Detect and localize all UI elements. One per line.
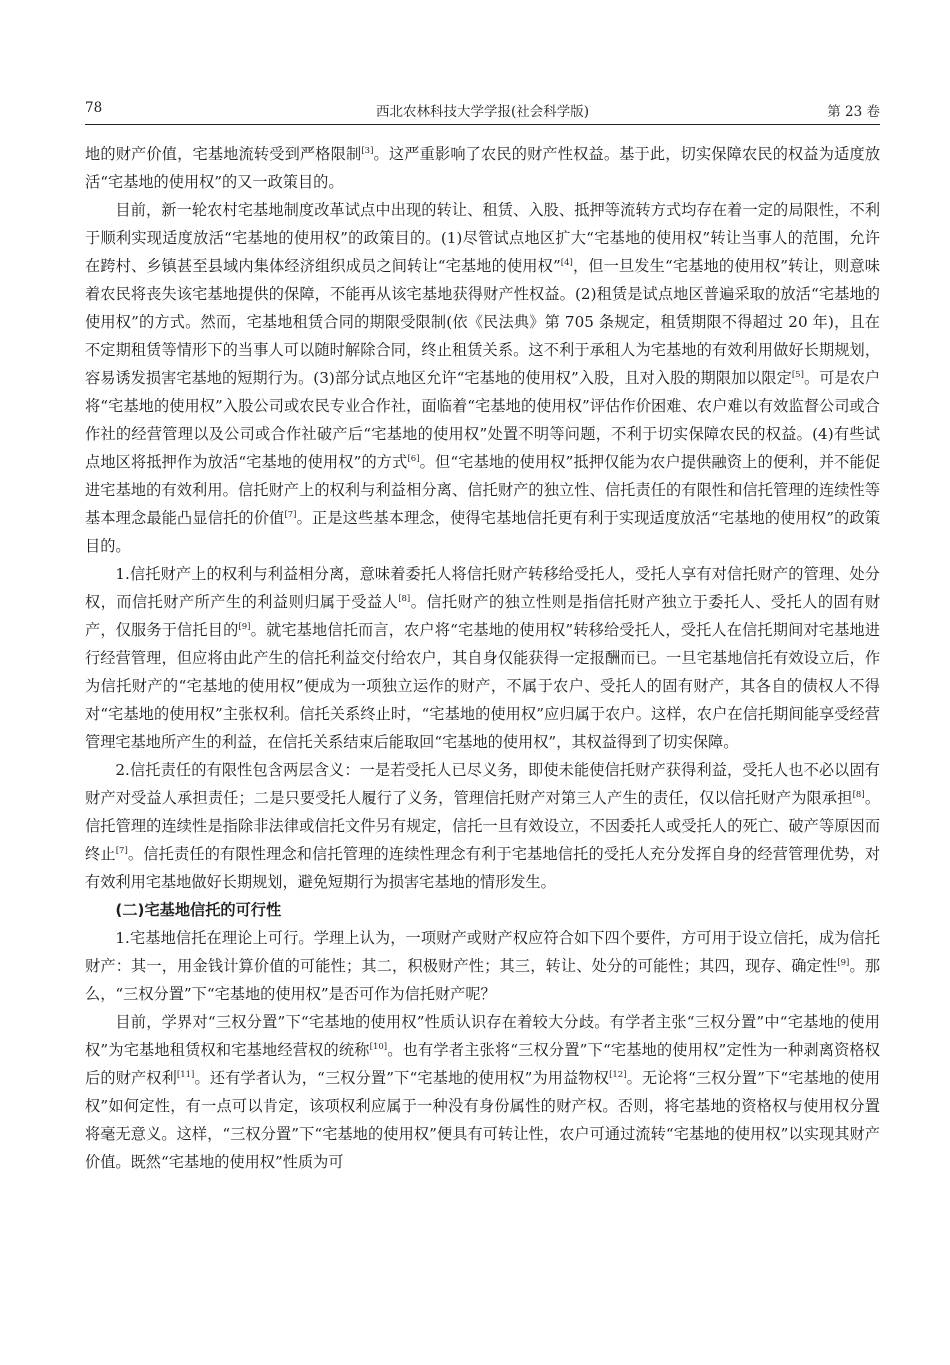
section-heading: (二)宅基地信托的可行性 [115, 901, 282, 919]
citation: [7] [115, 846, 128, 856]
paragraph: 目前，学界对“三权分置”下“宅基地的使用权”性质认识存在着较大分歧。有学者主张“三权分置”中“宅基地的使用权”为宅基地租赁权和宅基地经营权的统称[10]。也有学者主张将“三权分置”下“宅基地的使用权”定性为一种剥离资格权后的财产权利[11]。还有学者认为，“三权分置”下“宅基地的使用权”为用益物权[12]。无论将“三权分置”下“宅基地的使用权”如何定性，有一点可以肯定，该项权利应属于一种没有身份属性的财产权。否则，将宅基地的资格权与使用权分置将毫无意义。这样，“三权分置”下“宅基地的使用权”便具有可转让性，农户可通过流转“宅基地的使用权”以实现其财产价值。既然“宅基地的使用权”性质为可 [85, 1013, 881, 1171]
paragraph: 1.宅基地信托在理论上可行。学理上认为，一项财产或财产权应符合如下四个要件，方可用于设立信托，成为信托财产：其一，用金钱计算价值的可能性；其二，积极财产性；其三，转让、处分的可能性；其四，现存、确定性[9]。那么，“三权分置”下“宅基地的使用权”是否可作为信托财产呢？ [85, 929, 881, 1003]
citation: [8] [398, 594, 411, 604]
citation: [10] [369, 1042, 388, 1052]
citation: [9] [837, 958, 850, 968]
citation: [7] [284, 510, 297, 520]
volume-label: 第 23 卷 [827, 104, 880, 120]
citation: [8] [852, 790, 865, 800]
paragraph: 1.信托财产上的权利与利益相分离，意味着委托人将信托财产转移给受托人，受托人享有对信托财产的管理、处分权，而信托财产所产生的利益则归属于受益人[8]。信托财产的独立性则是指信托财产独立于委托人、受托人的固有财产，仅服务于信托目的[9]。就宅基地信托而言，农户将“宅基地的使用权”转移给受托人，受托人在信托期间对宅基地进行经营管理，但应将由此产生的信托利益交付给农户，其自身仅能获得一定报酬而已。一旦宅基地信托有效设立后，作为信托财产的“宅基地的使用权”便成为一项独立运作的财产，不属于农户、受托人的固有财产，其各自的债权人不得对“宅基地的使用权”主张权利。信托关系终止时，“宅基地的使用权”应归属于农户。这样，农户在信托期间能享受经营管理宅基地所产生的利益，在信托关系结束后能取回“宅基地的使用权”，其权益得到了切实保障。 [85, 565, 881, 751]
paragraph: 目前，新一轮农村宅基地制度改革试点中出现的转让、租赁、入股、抵押等流转方式均存在着一定的局限性，不利于顺利实现适度放活“宅基地的使用权”的政策目的。(1)尽管试点地区扩大“宅基地的使用权”转让当事人的范围，允许在跨村、乡镇甚至县域内集体经济组织成员之间转让“宅基地的使用权”[4]，但一旦发生“宅基地的使用权”转让，则意味着农民将丧失该宅基地提供的保障，不能再从该宅基地获得财产性权益。(2)租赁是试点地区普遍采取的放活“宅基地的使用权”的方式。然而，宅基地租赁合同的期限受限制(依《民法典》第 705 条规定，租赁期限不得超过 20 年)，且在不定期租赁等情形下的当事人可以随时解除合同，终止租赁关系。这不利于承租人为宅基地的有效利用做好长期规划，容易诱发损害宅基地的短期行为。(3)部分试点地区允许“宅基地的使用权”入股，且对入股的期限加以限定[5]。可是农户将“宅基地的使用权”入股公司或农民专业合作社，面临着“宅基地的使用权”评估作价困难、农户难以有效监督公司或合作社的经营管理以及公司或合作社破产后“宅基地的使用权”处置不明等问题，不利于切实保障农民的权益。(4)有些试点地区将抵押作为放活“宅基地的使用权”的方式[6]。但“宅基地的使用权”抵押仅能为农户提供融资上的便利，并不能促进宅基地的有效利用。信托财产上的权利与利益相分离、信托财产的独立性、信托责任的有限性和信托管理的连续性等基本理念最能凸显信托的价值[7]。正是这些基本理念，使得宅基地信托更有利于实现适度放活“宅基地的使用权”的政策目的。 [85, 201, 881, 555]
paragraph: 2.信托责任的有限性包含两层含义：一是若受托人已尽义务，即使未能使信托财产获得利益，受托人也不必以固有财产对受益人承担责任；二是只要受托人履行了义务，管理信托财产对第三人产生的责任，仅以信托财产为限承担[8]。信托管理的连续性是指除非法律或信托文件另有规定，信托一旦有效设立，不因委托人或受托人的死亡、破产等原因而终止[7]。信托责任的有限性理念和信托管理的连续性理念有利于宅基地信托的受托人充分发挥自身的经营管理优势，对有效利用宅基地做好长期规划，避免短期行为损害宅基地的情形发生。 [85, 761, 881, 891]
citation: [11] [176, 1070, 195, 1080]
running-header [85, 98, 880, 125]
citation: [9] [238, 622, 251, 632]
citation: [12] [609, 1070, 627, 1080]
page-number: 78 [85, 100, 103, 116]
journal-title: 西北农林科技大学学报(社会科学版) [375, 104, 590, 120]
citation: [6] [407, 454, 420, 464]
citation: [4] [560, 258, 573, 268]
citation: [5] [791, 370, 804, 380]
article-body [85, 140, 880, 1176]
citation: [3] [361, 146, 374, 156]
paragraph: 地的财产价值，宅基地流转受到严格限制[3]。这严重影响了农民的财产性权益。基于此，切实保障农民的权益为适度放活“宅基地的使用权”的又一政策目的。 [85, 145, 881, 191]
